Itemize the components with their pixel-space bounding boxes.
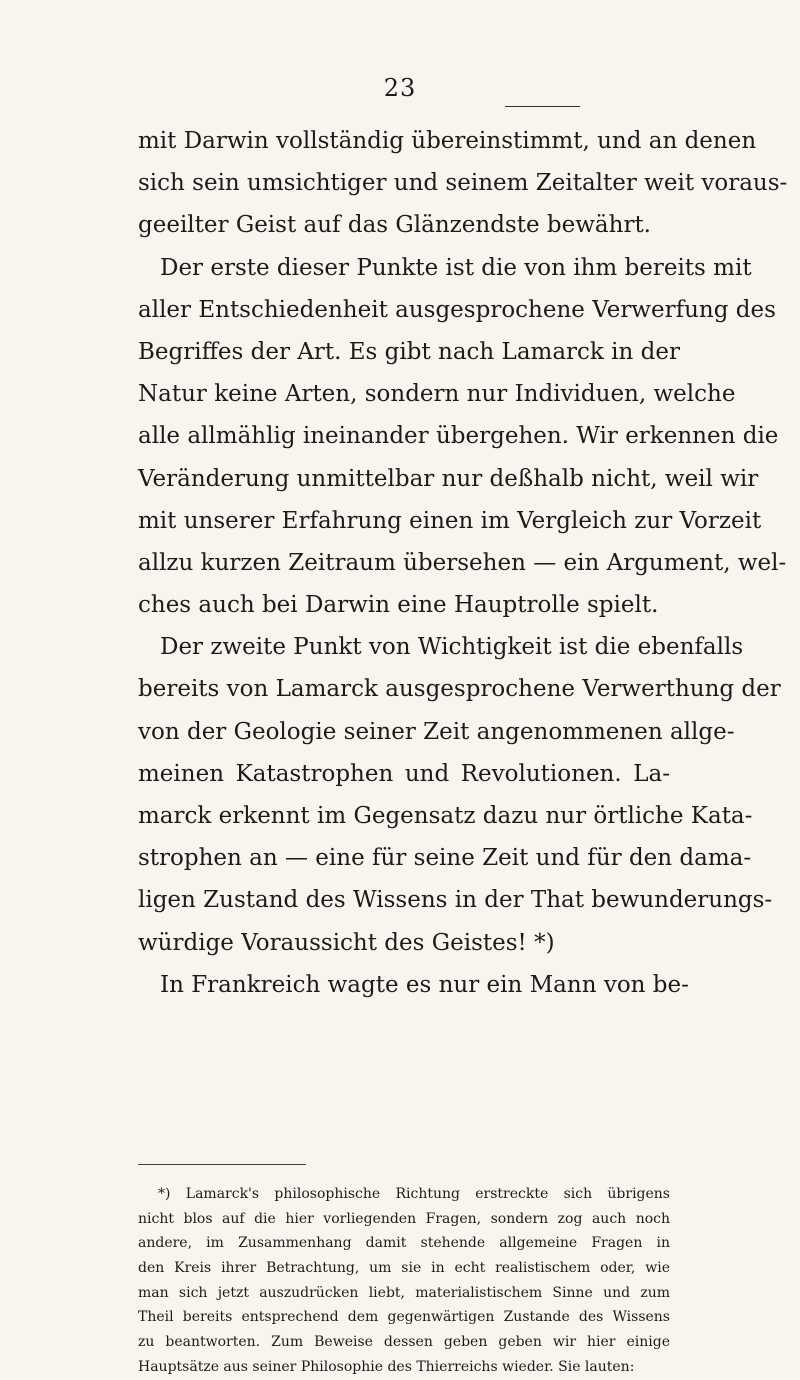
footnote-line: nicht blos auf die hier vorliegenden Fragen, sondern zog auch noch <box>138 1210 670 1227</box>
footnote <box>138 1182 670 1380</box>
body-text <box>138 120 788 1006</box>
text-line: Der erste dieser Punkte ist die von ihm bereits mit <box>160 254 752 281</box>
page-number: 23 <box>383 74 417 102</box>
header-rule <box>505 106 580 107</box>
footnote-line: Theil bereits entsprechend dem gegenwärtigen Zustande des Wissens <box>138 1309 670 1326</box>
footnote-line: den Kreis ihrer Betrachtung, um sie in echt realistischem oder, wie <box>138 1260 670 1277</box>
text-line: sich sein umsichtiger und seinem Zeitalter weit voraus- <box>138 170 788 197</box>
text-line: mit unserer Erfahrung einen im Vergleich zur Vorzeit <box>138 507 762 534</box>
text-line: Natur keine Arten, sondern nur Individuen, welche <box>138 381 736 408</box>
text-line: marck erkennt im Gegensatz dazu nur örtliche Kata- <box>138 803 753 829</box>
text-line: In Frankreich wagte es nur ein Mann von be- <box>160 971 689 998</box>
text-line: alle allmählig ineinander übergehen. Wir erkennen die <box>138 423 779 450</box>
text-line: aller Entschiedenheit ausgesprochene Verwerfung des <box>138 296 776 323</box>
text-line: Veränderung unmittelbar nur deßhalb nicht, weil wir <box>138 465 759 492</box>
text-line: mit Darwin vollständig übereinstimmt, und an denen <box>138 128 757 154</box>
text-line: von der Geologie seiner Zeit angenommenen allge- <box>138 718 735 745</box>
text-line: ches auch bei Darwin eine Hauptrolle spielt. <box>138 592 659 619</box>
text-line: geeilter Geist auf das Glänzendste bewährt. <box>138 212 651 239</box>
text-line: Begriffes der Art. Es gibt nach Lamarck in der <box>138 338 680 365</box>
footnote-line: zu beantworten. Zum Beweise dessen geben geben wir hier einige <box>138 1334 670 1351</box>
footnote-line: andere, im Zusammenhang damit stehende allgemeine Fragen in <box>138 1235 670 1252</box>
footnote-line: Hauptsätze aus seiner Philosophie des Thierreichs wieder. Sie lauten: <box>138 1358 635 1375</box>
text-line: meinen Katastrophen und Revolutionen. La- <box>138 760 670 787</box>
footnote-line: *) Lamarck's philosophische Richtung erstreckte sich übrigens <box>158 1186 670 1202</box>
text-line: Der zweite Punkt von Wichtigkeit ist die ebenfalls <box>160 634 744 661</box>
text-line: würdige Voraussicht des Geistes! *) <box>138 929 555 956</box>
footnote-rule <box>138 1164 306 1165</box>
text-line: allzu kurzen Zeitraum übersehen — ein Argument, wel- <box>138 549 787 576</box>
text-line: strophen an — eine für seine Zeit und für den dama- <box>138 845 752 872</box>
text-line: bereits von Lamarck ausgesprochene Verwerthung der <box>138 676 781 703</box>
text-line: ligen Zustand des Wissens in der That bewunderungs- <box>138 887 773 914</box>
footnote-line: man sich jetzt auszudrücken liebt, materialistischem Sinne und zum <box>138 1284 670 1301</box>
